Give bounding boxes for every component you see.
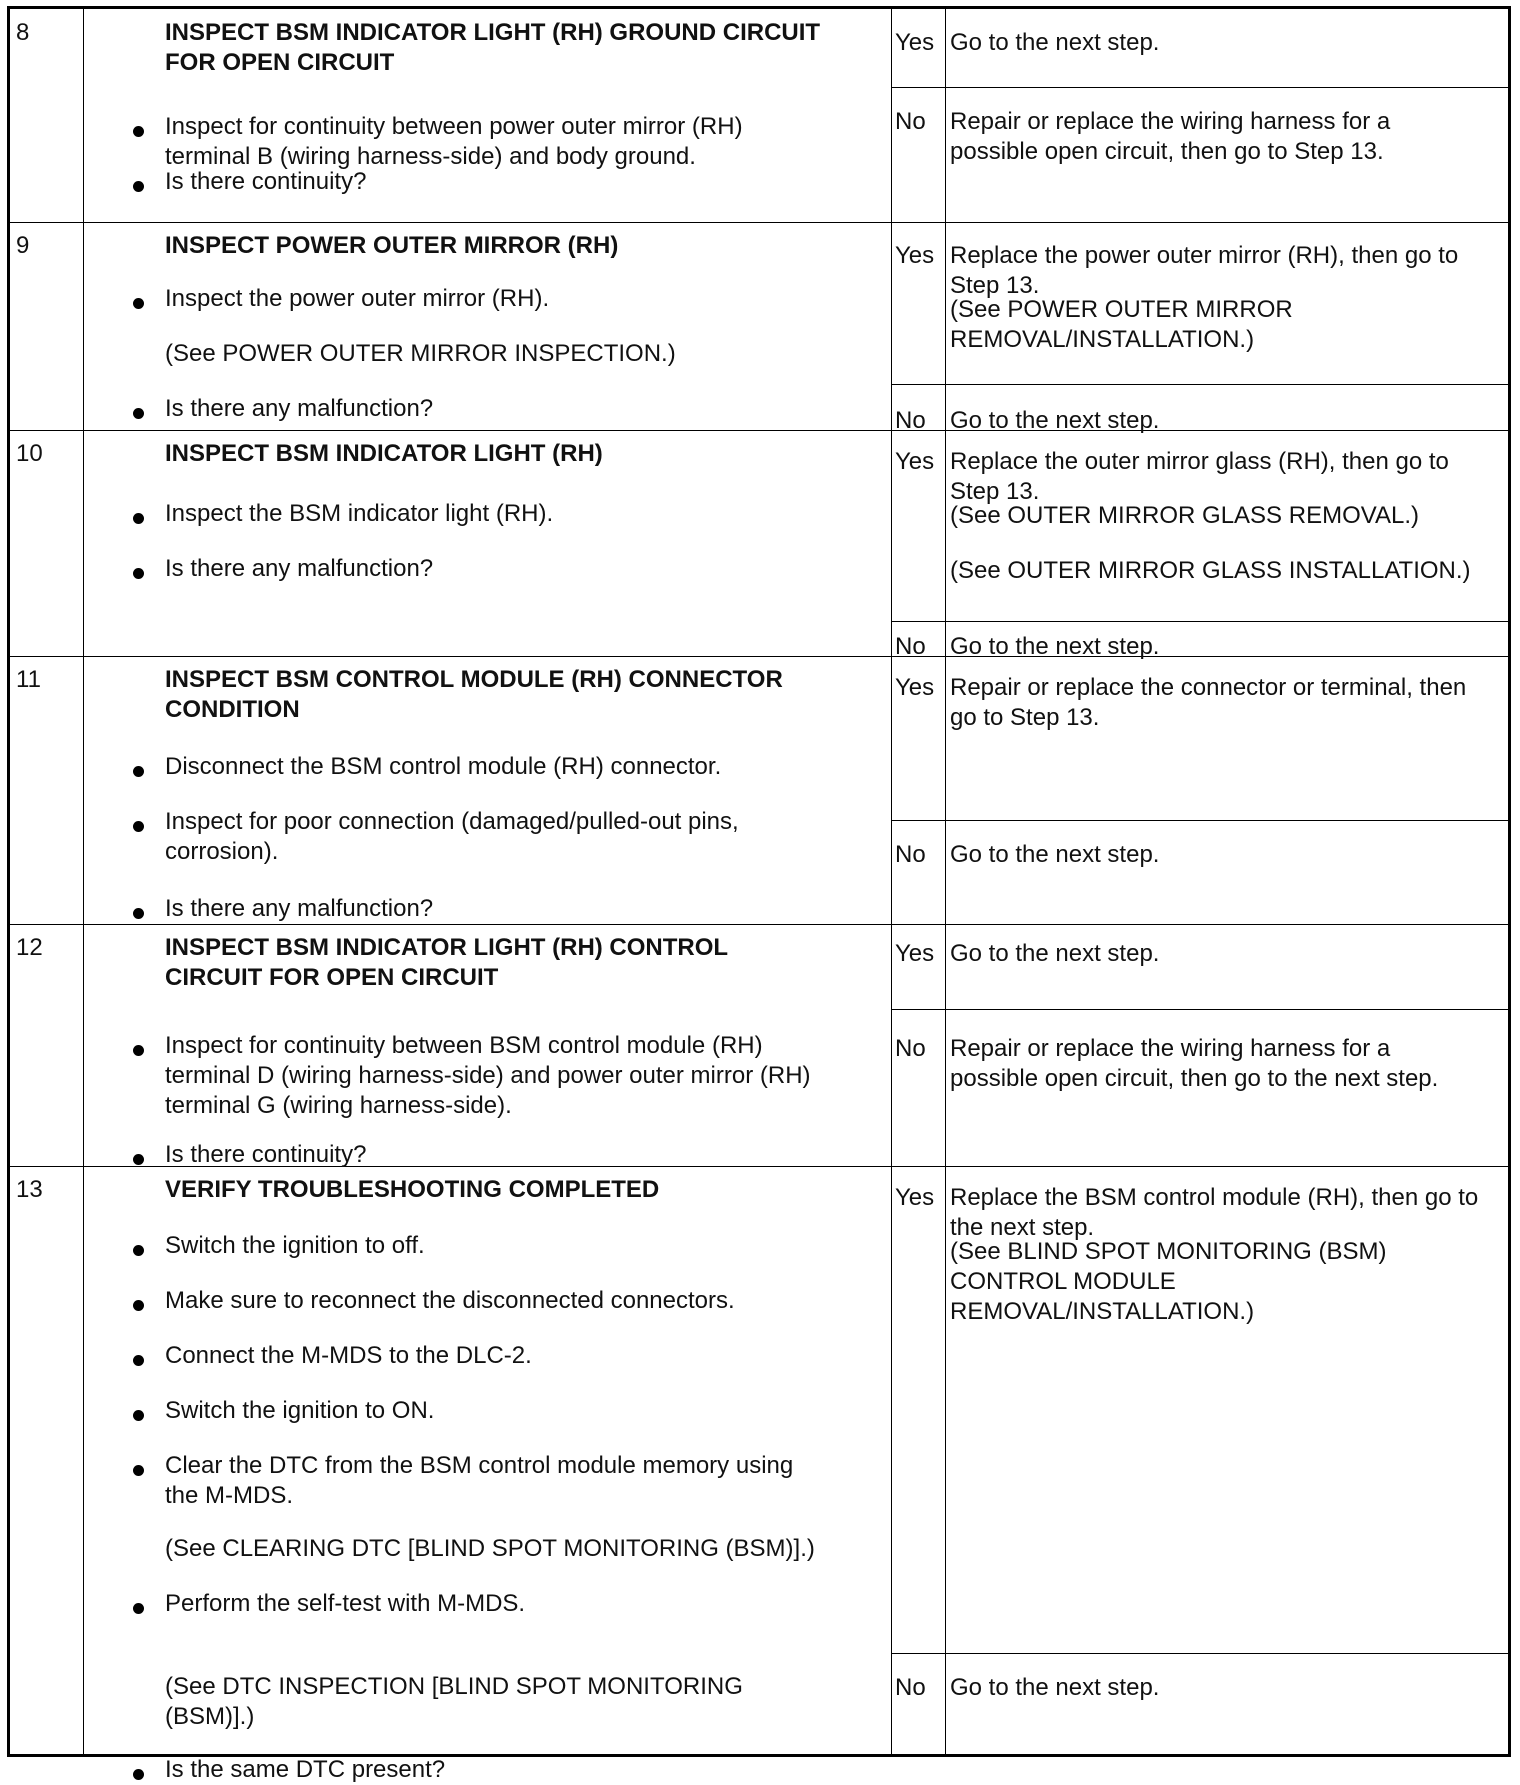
result-divider	[891, 1009, 1508, 1010]
result-action: Step 13.	[950, 272, 1040, 299]
result-yes: Yes	[895, 940, 935, 967]
result-action: (See OUTER MIRROR GLASS INSTALLATION.)	[950, 557, 1471, 584]
step-number: 10	[16, 440, 43, 467]
step-instruction: Is the same DTC present?	[165, 1756, 446, 1783]
step-instruction: (See DTC INSPECTION [BLIND SPOT MONITORING	[165, 1673, 743, 1700]
result-divider	[891, 1653, 1508, 1654]
result-divider	[891, 621, 1508, 622]
step-number: 11	[16, 666, 41, 693]
bullet-icon	[133, 1154, 144, 1165]
row-divider	[10, 222, 1508, 223]
result-yes: Yes	[895, 242, 935, 269]
step-number: 13	[16, 1176, 43, 1203]
result-no: No	[895, 407, 926, 434]
step-instruction: Inspect the power outer mirror (RH).	[165, 285, 550, 312]
troubleshooting-table	[7, 6, 1511, 1783]
step-instruction: Inspect for continuity between power outer mirror (RH)	[165, 113, 743, 140]
bullet-icon	[133, 908, 144, 919]
bullet-icon	[133, 1603, 144, 1614]
step-title: INSPECT POWER OUTER MIRROR (RH)	[165, 232, 619, 259]
column-divider-step	[83, 9, 84, 1754]
result-yes: Yes	[895, 674, 935, 701]
result-no: No	[895, 1674, 926, 1701]
column-divider-action	[945, 9, 946, 1754]
row-divider	[10, 430, 1508, 431]
bullet-icon	[133, 821, 144, 832]
result-divider	[891, 384, 1508, 385]
bullet-icon	[133, 1769, 144, 1780]
column-divider-result	[891, 9, 892, 1754]
result-divider	[891, 87, 1508, 88]
result-divider	[891, 820, 1508, 821]
result-no: No	[895, 841, 926, 868]
bullet-icon	[133, 1300, 144, 1311]
step-title: FOR OPEN CIRCUIT	[165, 49, 395, 76]
result-action: Repair or replace the connector or terminal, then	[950, 674, 1467, 701]
result-action: possible open circuit, then go to Step 13.	[950, 138, 1384, 165]
result-no: No	[895, 1035, 926, 1062]
result-yes: Yes	[895, 1184, 935, 1211]
result-yes: Yes	[895, 29, 935, 56]
result-action: Go to the next step.	[950, 940, 1160, 967]
step-title: INSPECT BSM INDICATOR LIGHT (RH)	[165, 440, 603, 467]
step-instruction: Inspect for poor connection (damaged/pulled-out pins,	[165, 808, 739, 835]
step-instruction: Inspect for continuity between BSM control module (RH)	[165, 1032, 763, 1059]
step-instruction: Is there continuity?	[165, 1141, 367, 1168]
step-title: CONDITION	[165, 696, 300, 723]
step-instruction: Is there any malfunction?	[165, 895, 434, 922]
step-number: 9	[16, 232, 30, 259]
bullet-icon	[133, 181, 144, 192]
result-no: No	[895, 633, 926, 660]
bullet-icon	[133, 1245, 144, 1256]
step-instruction: terminal D (wiring harness-side) and power outer mirror (RH)	[165, 1062, 811, 1089]
result-action: Repair or replace the wiring harness for a	[950, 108, 1391, 135]
bullet-icon	[133, 298, 144, 309]
result-action: the next step.	[950, 1214, 1095, 1241]
step-number: 8	[16, 19, 30, 46]
bullet-icon	[133, 1410, 144, 1421]
step-instruction: (BSM)].)	[165, 1703, 255, 1730]
result-action: Go to the next step.	[950, 29, 1160, 56]
result-action: CONTROL MODULE	[950, 1268, 1176, 1295]
step-instruction: Connect the M-MDS to the DLC-2.	[165, 1342, 532, 1369]
result-action: (See BLIND SPOT MONITORING (BSM)	[950, 1238, 1387, 1265]
step-instruction: Switch the ignition to off.	[165, 1232, 425, 1259]
result-action: Replace the outer mirror glass (RH), then go to	[950, 448, 1449, 475]
result-action: possible open circuit, then go to the next step.	[950, 1065, 1439, 1092]
step-title: INSPECT BSM INDICATOR LIGHT (RH) CONTROL	[165, 934, 729, 961]
bullet-icon	[133, 766, 144, 777]
step-title: VERIFY TROUBLESHOOTING COMPLETED	[165, 1176, 660, 1203]
row-divider	[10, 656, 1508, 657]
bullet-icon	[133, 568, 144, 579]
step-instruction: terminal G (wiring harness-side).	[165, 1092, 512, 1119]
result-action: Repair or replace the wiring harness for a	[950, 1035, 1391, 1062]
step-instruction: Perform the self-test with M-MDS.	[165, 1590, 526, 1617]
result-action: Go to the next step.	[950, 1674, 1160, 1701]
step-instruction: Make sure to reconnect the disconnected connectors.	[165, 1287, 735, 1314]
result-action: Go to the next step.	[950, 633, 1160, 660]
bullet-icon	[133, 1465, 144, 1476]
step-instruction: terminal B (wiring harness-side) and body ground.	[165, 143, 696, 170]
result-action: Replace the BSM control module (RH), then go to	[950, 1184, 1479, 1211]
step-title: INSPECT BSM INDICATOR LIGHT (RH) GROUND CIRCUIT	[165, 19, 821, 46]
step-instruction: Disconnect the BSM control module (RH) connector.	[165, 753, 722, 780]
step-instruction: corrosion).	[165, 838, 279, 865]
result-action: (See OUTER MIRROR GLASS REMOVAL.)	[950, 502, 1419, 529]
bullet-icon	[133, 126, 144, 137]
step-title: INSPECT BSM CONTROL MODULE (RH) CONNECTOR	[165, 666, 783, 693]
bullet-icon	[133, 1355, 144, 1366]
bullet-icon	[133, 513, 144, 524]
result-no: No	[895, 108, 926, 135]
result-action: (See POWER OUTER MIRROR	[950, 296, 1293, 323]
result-action: Replace the power outer mirror (RH), then go to	[950, 242, 1459, 269]
step-instruction: (See CLEARING DTC [BLIND SPOT MONITORING (BSM)].)	[165, 1535, 815, 1562]
result-action: REMOVAL/INSTALLATION.)	[950, 326, 1255, 353]
result-action: Go to the next step.	[950, 841, 1160, 868]
step-instruction: Is there any malfunction?	[165, 395, 434, 422]
step-title: CIRCUIT FOR OPEN CIRCUIT	[165, 964, 499, 991]
step-instruction: Inspect the BSM indicator light (RH).	[165, 500, 554, 527]
bullet-icon	[133, 408, 144, 419]
result-action: REMOVAL/INSTALLATION.)	[950, 1298, 1255, 1325]
bullet-icon	[133, 1045, 144, 1056]
result-yes: Yes	[895, 448, 935, 475]
result-action: Step 13.	[950, 478, 1040, 505]
step-instruction: Clear the DTC from the BSM control module memory using	[165, 1452, 794, 1479]
step-instruction: (See POWER OUTER MIRROR INSPECTION.)	[165, 340, 676, 367]
step-instruction: the M-MDS.	[165, 1482, 294, 1509]
result-action: go to Step 13.	[950, 704, 1100, 731]
step-instruction: Is there continuity?	[165, 168, 367, 195]
result-action: Go to the next step.	[950, 407, 1160, 434]
row-divider	[10, 924, 1508, 925]
step-instruction: Is there any malfunction?	[165, 555, 434, 582]
step-number: 12	[16, 934, 43, 961]
step-instruction: Switch the ignition to ON.	[165, 1397, 435, 1424]
